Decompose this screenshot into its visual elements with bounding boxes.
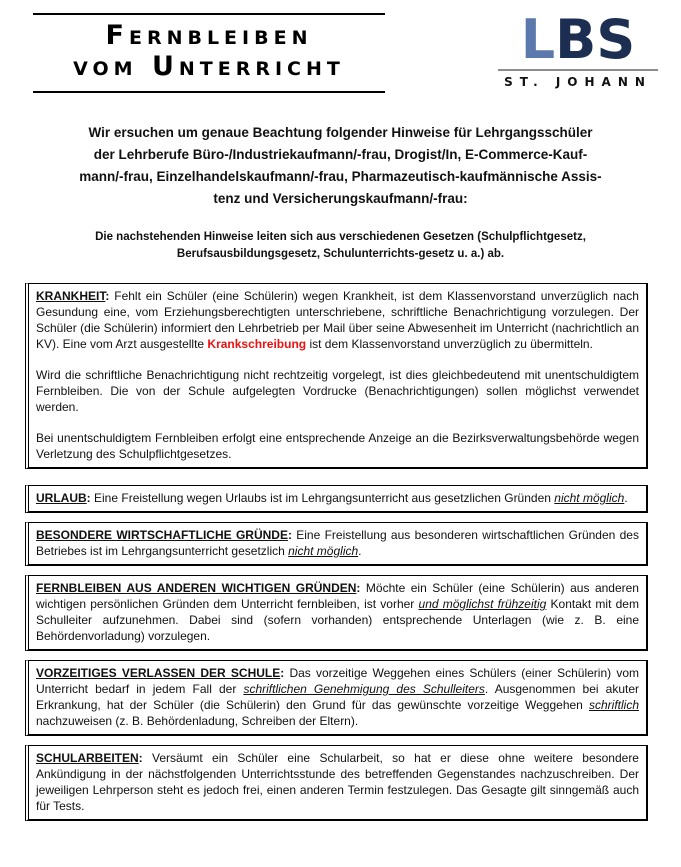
logo-subtitle: ST. JOHANN bbox=[504, 75, 652, 89]
rule-paragraph: BESONDERE WIRTSCHAFTLICHE GRÜNDE: Eine Freistellung aus besonderen wirtschaftlichen Gründen des Betriebes ist im Lehrgangsunterricht gesetzlich nicht möglich. bbox=[36, 528, 639, 558]
rule-paragraph: FERNBLEIBEN AUS ANDEREN WICHTIGEN GRÜNDEN: Möchte ein Schüler (eine Schülerin) aus anderen wichtigen persönlichen Gründen dem Unterricht fernbleiben, ist vorher und möglichst frühzeitig Kontakt mit dem Schulleiter aufzunehmen. Dabei sind (sofern vorhanden) entsprechende Unterlagen (wie z. B. eine Behördenvorladung) vorzulegen. bbox=[36, 581, 639, 643]
rule-paragraph: Wird die schriftliche Benachrichtigung nicht rechtzeitig vorgelegt, ist dies gleichbedeutend mit unentschuldigtem Fernbleiben. Die von der Schule aufgelegten Vordrucke (Benachrichtigungen) sollen möglichst verwendet werden. bbox=[36, 368, 639, 414]
intro-line: mann/-frau, Einzelhandelskaufmann/-frau, Pharmazeutisch-kaufmännische Assis- bbox=[79, 169, 602, 184]
rule-box-besondere-wirtschaftliche-gruende bbox=[25, 522, 648, 566]
rule-box-krankheit bbox=[25, 283, 648, 469]
rule-paragraph: KRANKHEIT: Fehlt ein Schüler (eine Schülerin) wegen Krankheit, ist dem Klassenvorstand unverzüglich nach Gesundung eine, vom Erziehungsberechtigten unterschriebene, schriftliche Benachrichtigung vorzulegen. Der Schüler (die Schülerin) informiert den Lehrbetrieb per Mail über seine Abwesenheit im Unterricht (nachrichtlich an KV). Eine vom Arzt ausgestellte Krankschreibung ist dem Klassenvorstand unverzüglich zu übermitteln. bbox=[36, 289, 639, 351]
rule-paragraph: URLAUB: Eine Freistellung wegen Urlaubs ist im Lehrgangsunterricht aus gesetzlichen Gründen nicht möglich. bbox=[36, 491, 628, 505]
rule-box-fernbleiben-aus-anderen-wichtigen-gruenden bbox=[25, 575, 648, 651]
rules-content bbox=[25, 283, 648, 830]
intro-paragraph bbox=[0, 122, 681, 210]
legal-note-line: Berufsausbildungsgesetz, Schulunterrichts-gesetz u. a.) ab. bbox=[176, 248, 505, 260]
legal-note-paragraph bbox=[0, 229, 681, 263]
school-logo bbox=[498, 8, 658, 89]
rule-paragraph: SCHULARBEITEN: Versäumt ein Schüler eine Schularbeit, so hat er diese ohne weitere besondere Ankündigung in der nächstfolgenden Unterrichtsstunde des betreffenden Gegenstandes nachzuschreiben. Der jeweiligen Lehrperson steht es jedoch frei, einen anderen Termin festzulegen. Das Gesagte gilt sinngemäß auch für Tests. bbox=[36, 751, 639, 813]
intro-line: tenz und Versicherungskaufmann/-frau: bbox=[213, 191, 468, 206]
rule-box-vorzeitiges-verlassen-der-schule bbox=[25, 660, 648, 736]
rule-box-schularbeiten bbox=[25, 745, 648, 821]
document-title-block bbox=[33, 13, 385, 93]
lbs-logo-icon bbox=[498, 8, 658, 71]
rule-paragraph: VORZEITIGES VERLASSEN DER SCHULE: Das vorzeitige Weggehen eines Schülers (einer Schülerin) vom Unterricht bedarf in jedem Fall der schriftlichen Genehmigung des Schulleiters. Ausgenommen bei akuter Erkrankung, hat der Schüler (die Schülerin) den Grund für das gewünschte vorzeitige Weggehen schriftlich nachzuweisen (z. B. Behördenladung, Schreiben der Eltern). bbox=[36, 666, 639, 728]
intro-line: Wir ersuchen um genaue Beachtung folgender Hinweise für Lehrgangsschüler bbox=[88, 125, 593, 140]
document-title-line-2: vom Unterricht bbox=[73, 51, 345, 82]
document-title-line-1: Fernbleiben bbox=[105, 20, 313, 51]
logo-letter-light: L bbox=[520, 8, 556, 71]
intro-line: der Lehrberufe Büro-/Industriekaufmann/-frau, Drogist/In, E-Commerce-Kauf- bbox=[93, 147, 588, 162]
rule-box-urlaub bbox=[25, 485, 648, 513]
legal-note-line: Die nachstehenden Hinweise leiten sich aus verschiedenen Gesetzen (Schulpflichtgesetz, bbox=[95, 231, 586, 243]
logo-letters-dark: BS bbox=[555, 8, 636, 71]
rule-paragraph: Bei unentschuldigtem Fernbleiben erfolgt eine entsprechende Anzeige an die Bezirksverwaltungsbehörde wegen Verletzung des Schulpflichtgesetzes. bbox=[36, 431, 639, 461]
